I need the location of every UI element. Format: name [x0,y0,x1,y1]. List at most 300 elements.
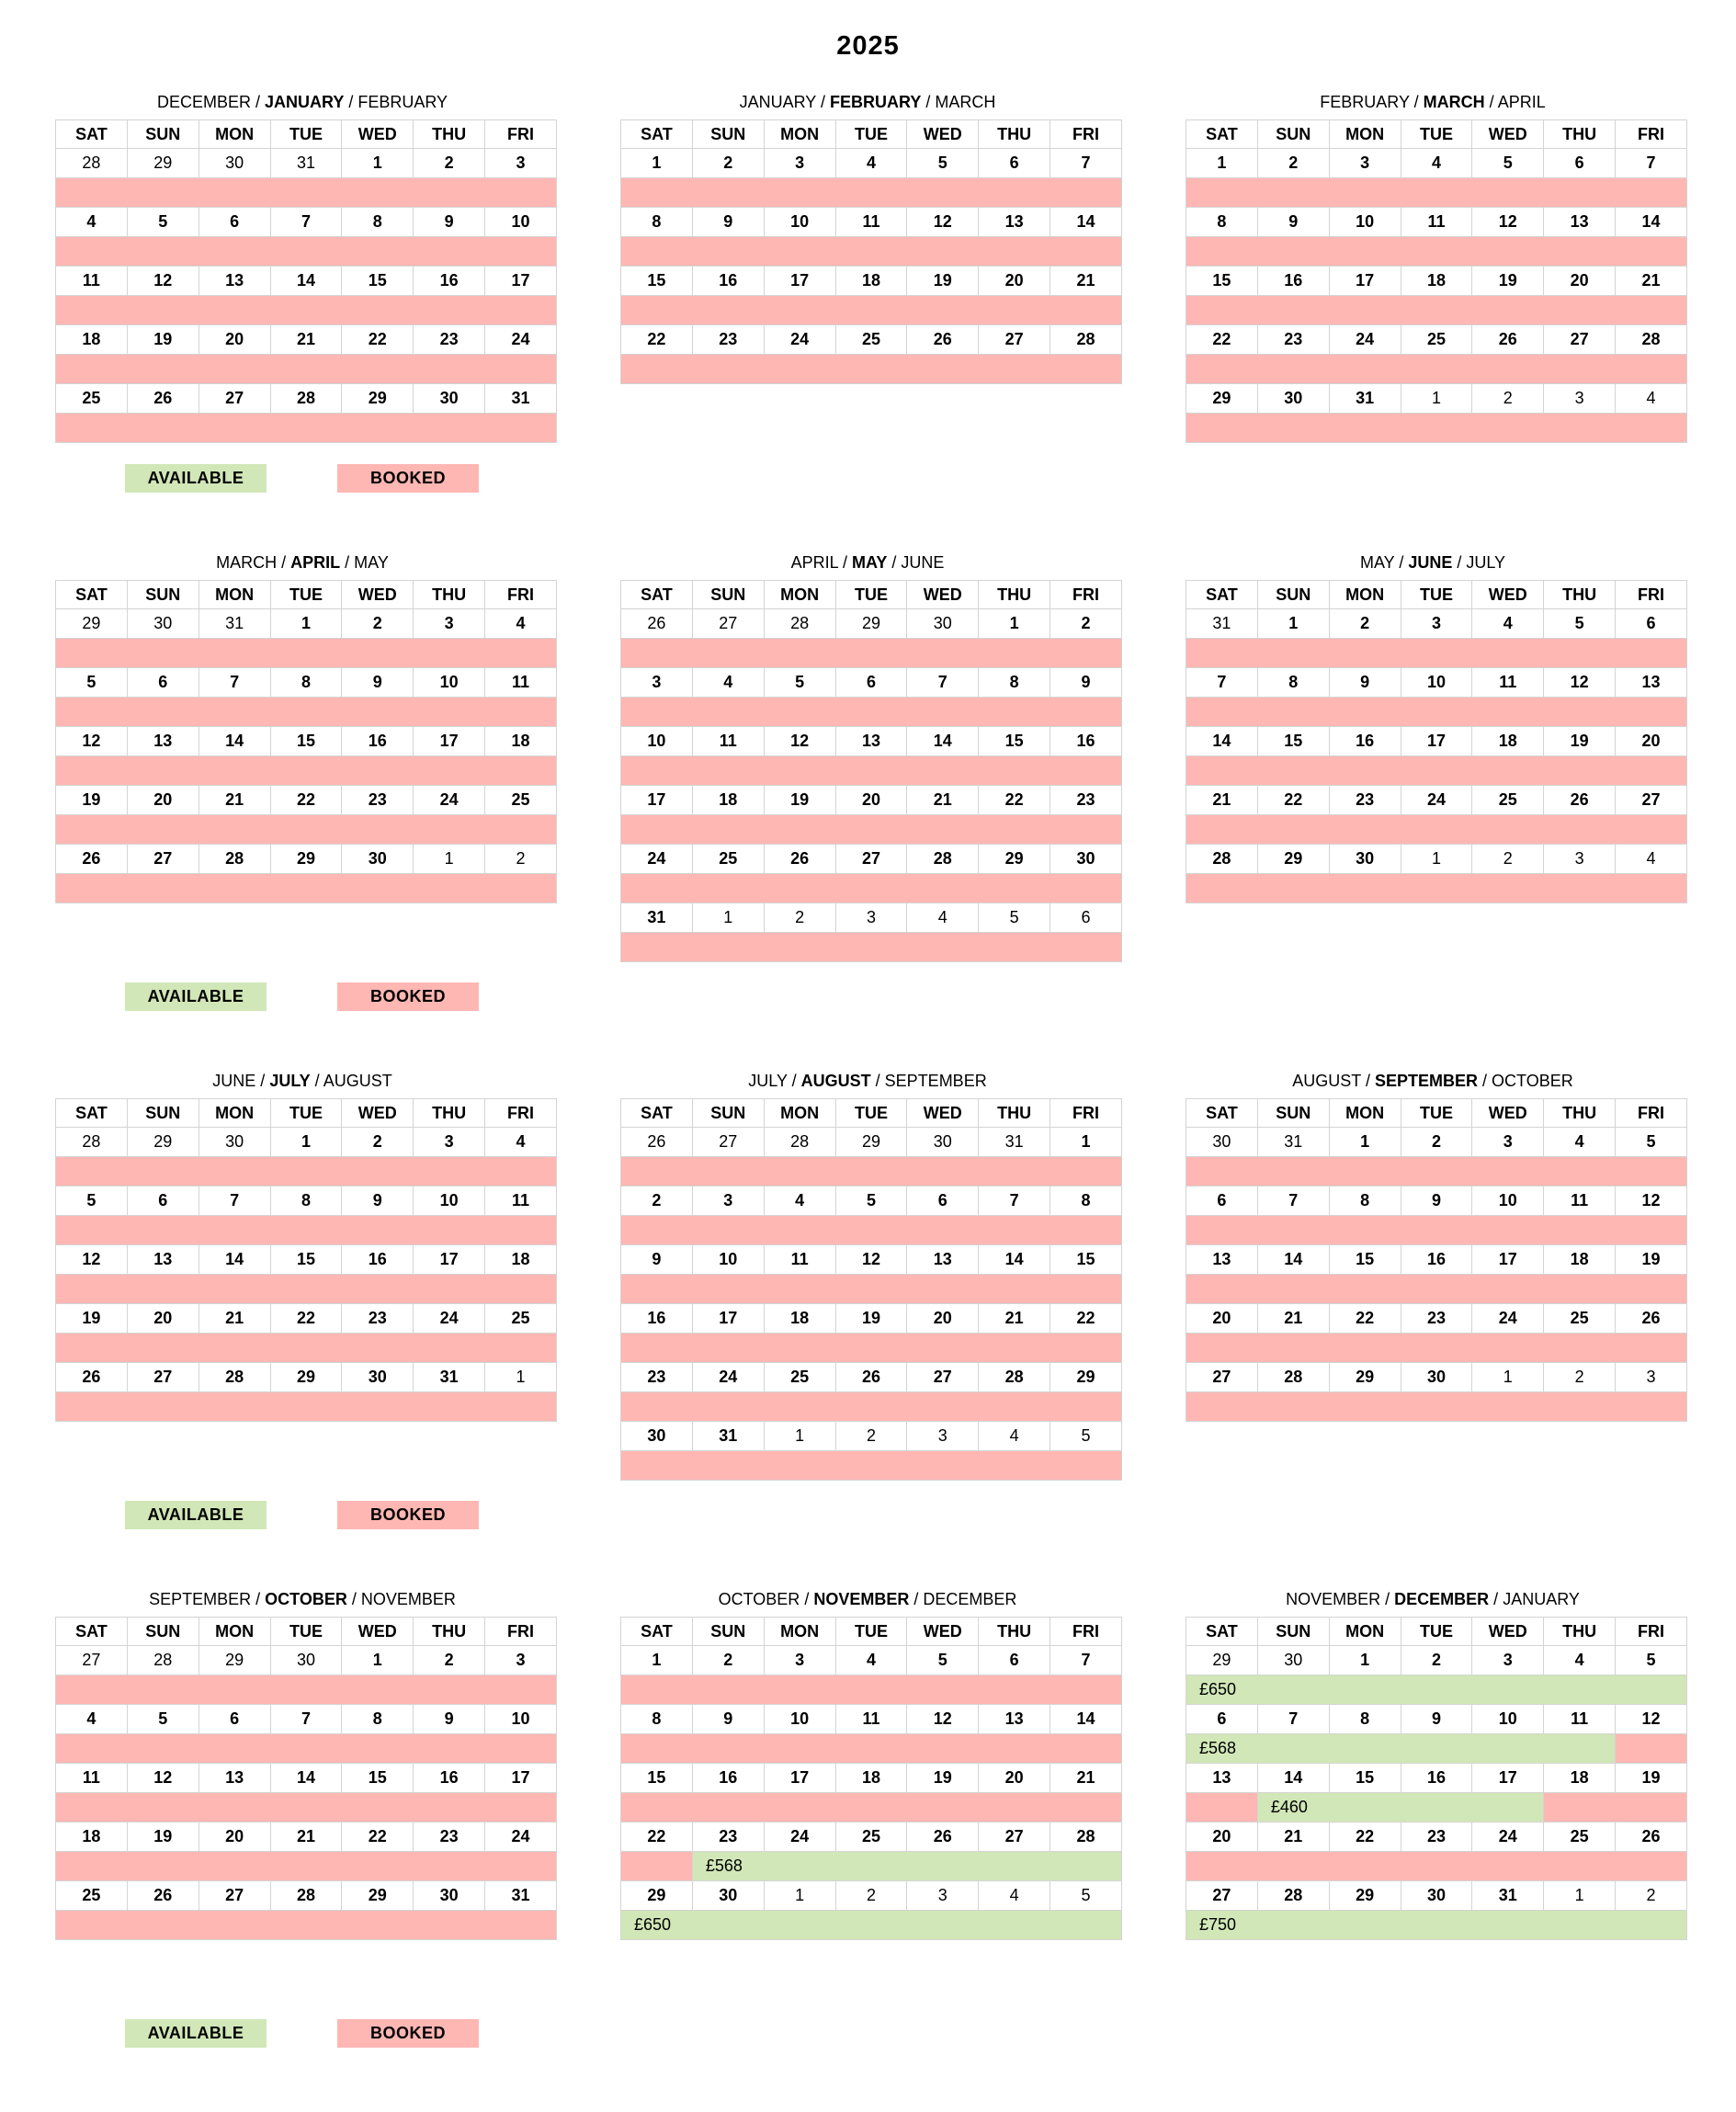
day-cell[interactable]: 17 [1472,1764,1544,1793]
available-bar[interactable] [692,1852,1121,1881]
day-cell[interactable]: 7 [270,208,342,237]
day-cell[interactable]: 10 [1401,668,1472,698]
day-cell[interactable]: 31 [979,1128,1050,1157]
day-cell[interactable]: 12 [907,1705,979,1734]
day-cell[interactable]: 4 [979,1422,1050,1451]
day-cell[interactable]: 4 [764,1187,835,1216]
day-cell[interactable]: 2 [1401,1128,1472,1157]
day-cell[interactable]: 2 [1401,1646,1472,1675]
day-cell[interactable]: 2 [414,1646,485,1675]
day-cell[interactable]: 16 [414,267,485,296]
day-cell[interactable]: 10 [764,1705,835,1734]
day-cell[interactable]: 10 [1472,1187,1544,1216]
day-cell[interactable]: 28 [1050,1822,1122,1852]
day-cell[interactable]: 28 [127,1646,199,1675]
day-cell[interactable]: 10 [414,668,485,698]
day-cell[interactable]: 1 [1257,609,1329,639]
day-cell[interactable]: 23 [1329,786,1401,815]
available-bar[interactable] [1257,1793,1543,1822]
day-cell[interactable]: 1 [342,1646,414,1675]
day-cell[interactable]: 23 [692,325,764,355]
day-cell[interactable]: 10 [485,208,557,237]
day-cell[interactable]: 24 [621,845,693,874]
day-cell[interactable]: 15 [270,1245,342,1275]
day-cell[interactable]: 28 [270,384,342,414]
day-cell[interactable]: 14 [270,267,342,296]
day-cell[interactable]: 19 [907,1764,979,1793]
day-cell[interactable]: 5 [907,1646,979,1675]
day-cell[interactable]: 13 [1186,1764,1258,1793]
day-cell[interactable]: 29 [199,1646,270,1675]
day-cell[interactable]: 2 [1050,609,1122,639]
day-cell[interactable]: 14 [1257,1245,1329,1275]
day-cell[interactable]: 7 [1616,149,1687,178]
day-cell[interactable]: 16 [1050,727,1122,756]
day-cell[interactable]: 29 [342,1881,414,1911]
day-cell[interactable]: 23 [621,1363,693,1392]
day-cell[interactable]: 21 [907,786,979,815]
day-cell[interactable]: 29 [127,149,199,178]
day-cell[interactable]: 5 [127,1705,199,1734]
day-cell[interactable]: 11 [692,727,764,756]
day-cell[interactable]: 29 [342,384,414,414]
day-cell[interactable]: 28 [199,1363,270,1392]
day-cell[interactable]: 11 [764,1245,835,1275]
day-cell[interactable]: 3 [1401,609,1472,639]
day-cell[interactable]: 15 [1257,727,1329,756]
day-cell[interactable]: 29 [127,1128,199,1157]
day-cell[interactable]: 30 [199,149,270,178]
day-cell[interactable]: 11 [485,1187,557,1216]
day-cell[interactable]: 17 [414,1245,485,1275]
day-cell[interactable]: 26 [56,845,128,874]
day-cell[interactable]: 12 [907,208,979,237]
day-cell[interactable]: 5 [1616,1128,1687,1157]
day-cell[interactable]: 3 [485,1646,557,1675]
day-cell[interactable]: 15 [621,1764,693,1793]
day-cell[interactable]: 16 [1401,1245,1472,1275]
day-cell[interactable]: 31 [1472,1881,1544,1911]
day-cell[interactable]: 14 [1050,208,1122,237]
day-cell[interactable]: 9 [414,1705,485,1734]
day-cell[interactable]: 10 [414,1187,485,1216]
day-cell[interactable]: 22 [270,786,342,815]
day-cell[interactable]: 1 [979,609,1050,639]
day-cell[interactable]: 27 [692,609,764,639]
day-cell[interactable]: 1 [1329,1128,1401,1157]
day-cell[interactable]: 5 [764,668,835,698]
day-cell[interactable]: 19 [56,1304,128,1334]
day-cell[interactable]: 9 [621,1245,693,1275]
day-cell[interactable]: 3 [764,149,835,178]
day-cell[interactable]: 10 [764,208,835,237]
day-cell[interactable]: 26 [127,384,199,414]
day-cell[interactable]: 9 [414,208,485,237]
day-cell[interactable]: 3 [414,1128,485,1157]
day-cell[interactable]: 13 [127,727,199,756]
day-cell[interactable]: 25 [1544,1304,1616,1334]
day-cell[interactable]: 9 [1257,208,1329,237]
day-cell[interactable]: 14 [907,727,979,756]
day-cell[interactable]: 11 [1544,1705,1616,1734]
day-cell[interactable]: 2 [1329,609,1401,639]
day-cell[interactable]: 13 [1186,1245,1258,1275]
day-cell[interactable]: 9 [1329,668,1401,698]
day-cell[interactable]: 8 [1186,208,1258,237]
day-cell[interactable]: 29 [1186,384,1258,414]
day-cell[interactable]: 29 [835,609,907,639]
day-cell[interactable]: 21 [1050,267,1122,296]
day-cell[interactable]: 21 [270,325,342,355]
day-cell[interactable]: 24 [414,786,485,815]
day-cell[interactable]: 7 [1186,668,1258,698]
day-cell[interactable]: 12 [1472,208,1544,237]
day-cell[interactable]: 18 [1544,1764,1616,1793]
day-cell[interactable]: 18 [485,727,557,756]
day-cell[interactable]: 25 [1401,325,1472,355]
day-cell[interactable]: 26 [907,1822,979,1852]
day-cell[interactable]: 4 [485,1128,557,1157]
day-cell[interactable]: 3 [907,1881,979,1911]
day-cell[interactable]: 29 [56,609,128,639]
day-cell[interactable]: 2 [764,903,835,933]
day-cell[interactable]: 4 [979,1881,1050,1911]
day-cell[interactable]: 9 [342,668,414,698]
day-cell[interactable]: 3 [835,903,907,933]
day-cell[interactable]: 24 [485,325,557,355]
day-cell[interactable]: 11 [1472,668,1544,698]
day-cell[interactable]: 30 [342,1363,414,1392]
day-cell[interactable]: 3 [485,149,557,178]
day-cell[interactable]: 12 [1616,1705,1687,1734]
day-cell[interactable]: 30 [1257,384,1329,414]
day-cell[interactable]: 8 [621,1705,693,1734]
day-cell[interactable]: 13 [1544,208,1616,237]
day-cell[interactable]: 2 [485,845,557,874]
day-cell[interactable]: 1 [764,1422,835,1451]
day-cell[interactable]: 28 [1257,1881,1329,1911]
day-cell[interactable]: 15 [270,727,342,756]
day-cell[interactable]: 4 [1472,609,1544,639]
day-cell[interactable]: 15 [621,267,693,296]
day-cell[interactable]: 23 [1050,786,1122,815]
day-cell[interactable]: 3 [692,1187,764,1216]
day-cell[interactable]: 30 [1257,1646,1329,1675]
day-cell[interactable]: 22 [1050,1304,1122,1334]
day-cell[interactable]: 31 [485,384,557,414]
day-cell[interactable]: 3 [414,609,485,639]
day-cell[interactable]: 12 [127,267,199,296]
day-cell[interactable]: 18 [692,786,764,815]
day-cell[interactable]: 14 [270,1764,342,1793]
day-cell[interactable]: 20 [1186,1822,1258,1852]
day-cell[interactable]: 1 [270,1128,342,1157]
day-cell[interactable]: 19 [56,786,128,815]
day-cell[interactable]: 31 [621,903,693,933]
day-cell[interactable]: 7 [199,1187,270,1216]
day-cell[interactable]: 4 [835,149,907,178]
day-cell[interactable]: 11 [1401,208,1472,237]
day-cell[interactable]: 20 [127,786,199,815]
day-cell[interactable]: 30 [1329,845,1401,874]
day-cell[interactable]: 28 [56,149,128,178]
day-cell[interactable]: 7 [907,668,979,698]
day-cell[interactable]: 24 [764,1822,835,1852]
day-cell[interactable]: 17 [764,267,835,296]
day-cell[interactable]: 25 [56,384,128,414]
day-cell[interactable]: 17 [485,267,557,296]
day-cell[interactable]: 12 [835,1245,907,1275]
day-cell[interactable]: 1 [485,1363,557,1392]
day-cell[interactable]: 6 [979,1646,1050,1675]
day-cell[interactable]: 25 [764,1363,835,1392]
day-cell[interactable]: 21 [199,786,270,815]
day-cell[interactable]: 27 [1186,1363,1258,1392]
day-cell[interactable]: 28 [1186,845,1258,874]
day-cell[interactable]: 21 [1257,1822,1329,1852]
day-cell[interactable]: 15 [342,1764,414,1793]
day-cell[interactable]: 2 [1544,1363,1616,1392]
day-cell[interactable]: 9 [342,1187,414,1216]
day-cell[interactable]: 16 [342,727,414,756]
day-cell[interactable]: 2 [342,1128,414,1157]
day-cell[interactable]: 20 [1616,727,1687,756]
day-cell[interactable]: 22 [1329,1304,1401,1334]
day-cell[interactable]: 27 [979,325,1050,355]
day-cell[interactable]: 27 [979,1822,1050,1852]
day-cell[interactable]: 29 [835,1128,907,1157]
day-cell[interactable]: 13 [1616,668,1687,698]
day-cell[interactable]: 31 [692,1422,764,1451]
day-cell[interactable]: 15 [342,267,414,296]
day-cell[interactable]: 30 [1401,1881,1472,1911]
day-cell[interactable]: 17 [414,727,485,756]
day-cell[interactable]: 28 [764,609,835,639]
day-cell[interactable]: 4 [692,668,764,698]
day-cell[interactable]: 5 [1050,1881,1122,1911]
day-cell[interactable]: 14 [199,1245,270,1275]
day-cell[interactable]: 30 [692,1881,764,1911]
day-cell[interactable]: 29 [270,845,342,874]
day-cell[interactable]: 1 [1544,1881,1616,1911]
day-cell[interactable]: 17 [1329,267,1401,296]
day-cell[interactable]: 18 [56,325,128,355]
day-cell[interactable]: 28 [764,1128,835,1157]
day-cell[interactable]: 20 [1186,1304,1258,1334]
day-cell[interactable]: 25 [692,845,764,874]
day-cell[interactable]: 17 [1401,727,1472,756]
day-cell[interactable]: 21 [979,1304,1050,1334]
day-cell[interactable]: 9 [692,208,764,237]
day-cell[interactable]: 8 [270,1187,342,1216]
day-cell[interactable]: 27 [907,1363,979,1392]
day-cell[interactable]: 6 [1544,149,1616,178]
day-cell[interactable]: 4 [835,1646,907,1675]
day-cell[interactable]: 4 [56,1705,128,1734]
day-cell[interactable]: 24 [692,1363,764,1392]
day-cell[interactable]: 17 [1472,1245,1544,1275]
day-cell[interactable]: 15 [1050,1245,1122,1275]
day-cell[interactable]: 26 [56,1363,128,1392]
day-cell[interactable]: 13 [979,1705,1050,1734]
day-cell[interactable]: 1 [270,609,342,639]
day-cell[interactable]: 27 [692,1128,764,1157]
day-cell[interactable]: 13 [835,727,907,756]
day-cell[interactable]: 5 [835,1187,907,1216]
day-cell[interactable]: 26 [764,845,835,874]
day-cell[interactable]: 25 [1544,1822,1616,1852]
day-cell[interactable]: 8 [342,208,414,237]
day-cell[interactable]: 8 [1050,1187,1122,1216]
day-cell[interactable]: 30 [414,384,485,414]
day-cell[interactable]: 3 [621,668,693,698]
day-cell[interactable]: 7 [1050,1646,1122,1675]
day-cell[interactable]: 20 [1544,267,1616,296]
day-cell[interactable]: 9 [1050,668,1122,698]
day-cell[interactable]: 13 [979,208,1050,237]
day-cell[interactable]: 11 [56,267,128,296]
day-cell[interactable]: 2 [1472,384,1544,414]
day-cell[interactable]: 1 [1329,1646,1401,1675]
day-cell[interactable]: 7 [979,1187,1050,1216]
day-cell[interactable]: 7 [1050,149,1122,178]
day-cell[interactable]: 21 [270,1822,342,1852]
day-cell[interactable]: 2 [621,1187,693,1216]
day-cell[interactable]: 18 [1401,267,1472,296]
day-cell[interactable]: 24 [1472,1304,1544,1334]
day-cell[interactable]: 3 [764,1646,835,1675]
day-cell[interactable]: 8 [1329,1187,1401,1216]
day-cell[interactable]: 13 [199,267,270,296]
day-cell[interactable]: 17 [692,1304,764,1334]
day-cell[interactable]: 9 [1401,1187,1472,1216]
day-cell[interactable]: 9 [1401,1705,1472,1734]
day-cell[interactable]: 6 [199,208,270,237]
day-cell[interactable]: 1 [1050,1128,1122,1157]
day-cell[interactable]: 18 [1472,727,1544,756]
day-cell[interactable]: 1 [692,903,764,933]
day-cell[interactable]: 22 [1186,325,1258,355]
available-bar[interactable] [1186,1734,1616,1764]
day-cell[interactable]: 2 [835,1422,907,1451]
day-cell[interactable]: 25 [485,1304,557,1334]
day-cell[interactable]: 6 [199,1705,270,1734]
available-bar[interactable] [1186,1675,1687,1705]
day-cell[interactable]: 27 [1616,786,1687,815]
day-cell[interactable]: 1 [414,845,485,874]
day-cell[interactable]: 21 [199,1304,270,1334]
day-cell[interactable]: 2 [1616,1881,1687,1911]
day-cell[interactable]: 2 [1257,149,1329,178]
day-cell[interactable]: 25 [835,1822,907,1852]
day-cell[interactable]: 17 [485,1764,557,1793]
day-cell[interactable]: 28 [1257,1363,1329,1392]
day-cell[interactable]: 19 [835,1304,907,1334]
day-cell[interactable]: 19 [1544,727,1616,756]
day-cell[interactable]: 26 [621,1128,693,1157]
day-cell[interactable]: 7 [270,1705,342,1734]
day-cell[interactable]: 20 [127,1304,199,1334]
day-cell[interactable]: 22 [1329,1822,1401,1852]
day-cell[interactable]: 15 [979,727,1050,756]
day-cell[interactable]: 11 [1544,1187,1616,1216]
day-cell[interactable]: 23 [414,325,485,355]
day-cell[interactable]: 30 [1401,1363,1472,1392]
day-cell[interactable]: 27 [127,1363,199,1392]
day-cell[interactable]: 7 [1257,1187,1329,1216]
day-cell[interactable]: 5 [1544,609,1616,639]
day-cell[interactable]: 14 [1257,1764,1329,1793]
day-cell[interactable]: 4 [56,208,128,237]
day-cell[interactable]: 1 [621,1646,693,1675]
day-cell[interactable]: 20 [199,1822,270,1852]
day-cell[interactable]: 17 [764,1764,835,1793]
day-cell[interactable]: 1 [764,1881,835,1911]
day-cell[interactable]: 10 [692,1245,764,1275]
day-cell[interactable]: 27 [199,384,270,414]
day-cell[interactable]: 1 [342,149,414,178]
day-cell[interactable]: 7 [1257,1705,1329,1734]
day-cell[interactable]: 19 [907,267,979,296]
day-cell[interactable]: 16 [1401,1764,1472,1793]
day-cell[interactable]: 20 [835,786,907,815]
day-cell[interactable]: 15 [1329,1764,1401,1793]
day-cell[interactable]: 28 [907,845,979,874]
day-cell[interactable]: 5 [1616,1646,1687,1675]
day-cell[interactable]: 31 [1257,1128,1329,1157]
day-cell[interactable]: 16 [342,1245,414,1275]
day-cell[interactable]: 23 [1401,1822,1472,1852]
day-cell[interactable]: 16 [1329,727,1401,756]
day-cell[interactable]: 28 [199,845,270,874]
day-cell[interactable]: 24 [1329,325,1401,355]
day-cell[interactable]: 3 [1616,1363,1687,1392]
day-cell[interactable]: 14 [1616,208,1687,237]
day-cell[interactable]: 2 [692,149,764,178]
day-cell[interactable]: 30 [907,609,979,639]
day-cell[interactable]: 8 [1329,1705,1401,1734]
day-cell[interactable]: 5 [127,208,199,237]
day-cell[interactable]: 25 [835,325,907,355]
day-cell[interactable]: 5 [1050,1422,1122,1451]
day-cell[interactable]: 29 [1257,845,1329,874]
day-cell[interactable]: 6 [835,668,907,698]
day-cell[interactable]: 28 [1616,325,1687,355]
day-cell[interactable]: 22 [621,1822,693,1852]
day-cell[interactable]: 24 [1401,786,1472,815]
day-cell[interactable]: 29 [270,1363,342,1392]
day-cell[interactable]: 4 [1544,1646,1616,1675]
day-cell[interactable]: 16 [621,1304,693,1334]
day-cell[interactable]: 6 [1186,1705,1258,1734]
day-cell[interactable]: 18 [485,1245,557,1275]
day-cell[interactable]: 30 [907,1128,979,1157]
day-cell[interactable]: 1 [1401,845,1472,874]
day-cell[interactable]: 22 [342,1822,414,1852]
day-cell[interactable]: 1 [1472,1363,1544,1392]
day-cell[interactable]: 24 [485,1822,557,1852]
day-cell[interactable]: 15 [1186,267,1258,296]
day-cell[interactable]: 20 [907,1304,979,1334]
day-cell[interactable]: 26 [1544,786,1616,815]
day-cell[interactable]: 4 [1544,1128,1616,1157]
day-cell[interactable]: 6 [979,149,1050,178]
day-cell[interactable]: 30 [199,1128,270,1157]
day-cell[interactable]: 8 [342,1705,414,1734]
day-cell[interactable]: 29 [1186,1646,1258,1675]
day-cell[interactable]: 10 [621,727,693,756]
day-cell[interactable]: 26 [127,1881,199,1911]
